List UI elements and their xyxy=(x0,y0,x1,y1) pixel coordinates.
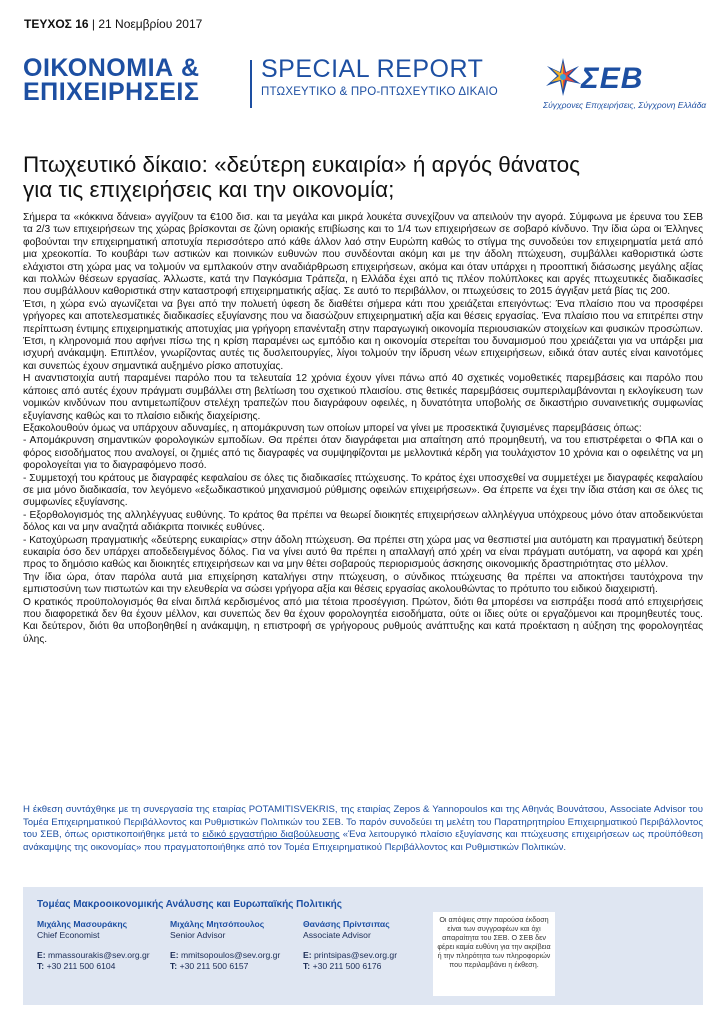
email-label: E: xyxy=(37,950,46,960)
article-title xyxy=(23,152,703,202)
logo-tagline: Σύγχρονες Επιχειρήσεις, Σύγχρονη Ελλάδα xyxy=(543,100,707,110)
paragraph: Έτσι, η χώρα ενώ αγωνίζεται να βγει από την πολυετή ύφεση δε διαθέτει σήμερα κάτι που χρειάζεται επειγόντως: Ένα πλαίσιο που να προσφέρει γρήγορες και αποτελεσματικές διαδικασίες εξυγίανσης που να διασώζουν επιχειρηματική αξία και θέσεις εργασίας. Ένα πλαίσιο που να επιτρέπει στην περίπτωση έντιμης επιχειρηματικής αποτυχίας μια γρήγορη επανένταξη στην παραγωγική οικονομία περιουσιακών στοιχείων και φυσικών προσώπων. Έτσι, η κληρονομιά που αφήνει πίσω της η κρίση παραμένει ως εμπόδιο και η οικονομία στερείται του δυναμισμού που χρειάζεται για να υπάρξει μια ισχυρή ανάκαμψη. Επιπλέον, γνωρίζοντας αυτές τις δυσλειτουργίες, λίγοι τολμούν την ίδρυση νέων επιχειρήσεων, ειδικά όταν αυτές είναι καινοτόμες και συνεπώς έχουν σημαντικά αυξημένο ρίσκο αποτυχίας. xyxy=(23,298,703,372)
issue-label: ΤΕΥΧΟΣ 16 xyxy=(24,17,89,31)
issue-line xyxy=(24,17,202,31)
contact-name: Θανάσης Πρίντσιπας xyxy=(303,919,390,929)
contact-role: Chief Economist xyxy=(37,930,100,940)
special-report-subtitle: ΠΤΩΧΕΥΤΙΚΟ & ΠΡΟ-ΠΤΩΧΕΥΤΙΚΟ ΔΙΚΑΙΟ xyxy=(261,86,498,98)
contact-email[interactable]: mmassourakis@sev.org.gr xyxy=(47,950,150,960)
list-item: - Συμμετοχή του κράτους με διαγραφές κεφαλαίου σε όλες τις διαδικασίες πτώχευσης. Το κράτος έχει υποσχεθεί να συμμετέχει με διαγραφές κεφαλαίου σε μια μόνο διαδικασία, τον λεγόμενο «εξωδικαστικού μηχανισμού ρύθμισης οφειλών επιχειρήσεων». Θα έπρεπε να έχει την ίδια στάση και σε όλες τις συμφωνίες εξυγίανσης. xyxy=(23,472,703,509)
contact-card xyxy=(170,919,280,972)
special-report-title: SPECIAL REPORT xyxy=(261,55,484,83)
logo-text: ΣΕΒ xyxy=(581,62,644,95)
paragraph: Την ίδια ώρα, όταν παρόλα αυτά μια επιχείρηση καταλήγει στην πτώχευση, ο σύνδικος πτώχευσης θα πρέπει να αποκτήσει ταυτόχρονα την εμπιστοσύνη των πιστωτών και την ελευθερία να σώσει γρήγορα αξία και θέσεις εργασίας ακολουθώντας το πρότυπο του ειδικού διαχειριστή. xyxy=(23,571,703,596)
star-burst-icon xyxy=(543,56,583,98)
article-title-line-2: για τις επιχειρήσεις και την οικονομία; xyxy=(23,177,395,202)
article-title-line-1: Πτωχευτικό δίκαιο: «δεύτερη ευκαιρία» ή αργός θάνατος xyxy=(23,152,580,177)
issue-date: | 21 Νοεμβρίου 2017 xyxy=(91,17,203,31)
note-text-2: «Ένα λειτουργικό πλαίσιο εξυγίανσης και πτώχευσης επιχειρήσεων ως προϋπόθεση ανάκαμψης της οικονομίας» που πραγματοποιήθηκε από τον Τομέα Επιχειρηματικού Περιβάλλοντος και Ρυθμιστικών Πολιτικών. xyxy=(23,829,704,853)
footer-contacts xyxy=(23,887,703,1005)
phone-label: T: xyxy=(303,961,311,971)
note-text-1: Η έκθεση συντάχθηκε με τη συνεργασία της εταιρίας POTAMITISVEKRIS, της εταιρίας Zepos & Yannopoulos και της Αθηνάς Βουνάτσου, Associate Advisor του Τομέα Επιχειρηματικού Περιβάλλοντος και Ρυθμιστικών Πολιτικών του ΣΕΒ. Το παρόν συνοδεύει τη μελέτη του Παρατηρητηρίου Επιχειρηματικού Περιβάλλοντος του ΣΕΒ, όπως οριστικοποιήθηκε μετά το xyxy=(23,804,703,841)
masthead-divider xyxy=(250,60,252,108)
article-body xyxy=(23,212,703,646)
paragraph: Ο κρατικός προϋπολογισμός θα είναι διπλά κερδισμένος από μια τέτοια προσέγγιση. Πρώτον, διότι θα μπορέσει να εισπράξει ποσά από επιχειρήσεις που διαφορετικά δεν θα έχουν μέλλον, και συνεπώς δεν θα έχουν φορολογητέα εισοδήματα, ούτε οι ίδιες ούτε οι εργαζόμενοι και προμηθευτές τους. Και δεύτερον, διότι θα υποβοηθηθεί η ανάκαμψη, η επιστροφή σε γρήγορους ρυθμούς ανάπτυξης και κατά προέκταση η αύξηση της φορολογητέας ύλης. xyxy=(23,596,703,645)
sev-logo xyxy=(543,56,707,116)
contact-card xyxy=(37,919,150,972)
contact-phone: +30 211 500 6176 xyxy=(312,961,382,971)
paragraph: Η αναντιστοιχία αυτή παραμένει παρόλο που τα τελευταία 12 χρόνια έχουν γίνει πάνω από 40 σχετικές νομοθετικές παρεμβάσεις και παρόλο που κάποιες από αυτές έχουν πράγματι συμβάλλει στη βελτίωση του σχετικού πλαισίου. στις θετικές παρεμβάσεις συμπεριλαμβάνονται η εκλογίκευση των νομικών κινδύνων που αντιμετωπίζουν στελέχη τραπεζών που διαγράφουν οφειλές, η δυνατότητα υποβολής σε δικαστήριο συναινετικής συμφωνίας εξυγίανσης καθώς και το πλαίσιο ειδικής διαχείρισης. xyxy=(23,373,703,422)
special-report-block xyxy=(261,56,498,98)
report-note xyxy=(23,804,703,854)
contact-name: Μιχάλης Μητσόπουλος xyxy=(170,919,265,929)
list-item: - Εξορθολογισμός της αλληλέγγυας ευθύνης. Το κράτος θα πρέπει να θεωρεί διοικητές επιχειρήσεων αλληλέγγυα υπόχρεους μόνο όταν αποδεικνύεται δόλος και να μην αναζητά αδιάκριτα ποινικές ευθύνες. xyxy=(23,509,703,534)
brand-line-2: ΕΠΙΧΕΙΡΗΣΕΙΣ xyxy=(23,78,200,106)
contact-role: Associate Advisor xyxy=(303,930,371,940)
contact-phone: +30 211 500 6157 xyxy=(179,961,249,971)
paragraph: Σήμερα τα «κόκκινα δάνεια» αγγίζουν τα €100 δισ. και τα μεγάλα και μικρά λουκέτα συνεχίζουν να απειλούν την αγορά. Σύμφωνα με έρευνα του ΣΕΒ τα 2/3 των επιχειρήσεων της χώρας βρίσκονται σε ζώνη οριακής επιβίωσης και το 1/4 των επιχειρήσεων σε σοβαρό κίνδυνο. Την ίδια ώρα οι Έλληνες φοβούνται την επιχειρηματική αποτυχία περισσότερο από κάθε άλλον λαό στην Ευρώπη καθώς το στίγμα της συνοδεύει τον επιχειρηματία μετά από μια χρεοκοπία. Το κουβάρι των αστικών και ποινικών ευθυνών που συνδέονται ακόμη και με την άδολη πτώχευση, συμβάλλει καθοριστικά ώστε ελάχιστοι στη χώρα μας να τολμούν να εμπλακούν στην αναδιάρθρωση επιχειρήσεων, ακόμα και όταν υπάρχει η προοπτική διάσωσης μεγάλης αξίας και πολλών θέσεων εργασίας. Άλλωστε, κατά την Παγκόσμια Τράπεζα, η Ελλάδα έχει από τις πλέον πολύπλοκες και αργές πτωχευτικές διαδικασίες που συμβάλλουν καθοριστικά στην καταστροφή επιχειρηματικής αξίας. Σε αυτό το περιβάλλον, οι πτωχεύσεις το 2015 άγγιξαν μετά βίας τις 200. xyxy=(23,212,703,298)
contact-email[interactable]: mmitsopoulos@sev.org.gr xyxy=(180,950,281,960)
list-item: - Απομάκρυνση σημαντικών φορολογικών εμποδίων. Θα πρέπει όταν διαγράφεται μια απαίτηση από προμηθευτή, να του επιστρέφεται ο ΦΠΑ και ο φόρος εισοδήματος που αναλογεί, οι ζημιές από τις διαγραφές να συμψηφίζονται με μελλοντικά κέρδη για τουλάχιστον 10 χρόνια και ο οφειλέτης να μη φορολογείται για το διαγραφόμενο ποσό. xyxy=(23,435,703,472)
paragraph: Εξακολουθούν όμως να υπάρχουν αδυναμίες, η απομάκρυνση των οποίων μπορεί να γίνει με προσεκτικά ζυγισμένες παρεμβάσεις όπως: xyxy=(23,422,642,434)
brand-title xyxy=(23,56,200,104)
footer-heading: Τομέας Μακροοικονομικής Ανάλυσης και Ευρωπαϊκής Πολιτικής xyxy=(37,899,342,910)
contact-name: Μιχάλης Μασουράκης xyxy=(37,919,128,929)
email-label: E: xyxy=(170,950,179,960)
list-item: - Κατοχύρωση πραγματικής «δεύτερης ευκαιρίας» στην άδολη πτώχευση. Θα πρέπει στη χώρα μας να θεσπιστεί μια αυτόματη και πραγματική δεύτερη ευκαιρία όσο δεν υπάρχει αποδεδειγμένος δόλος. Για να γίνει αυτό θα πρέπει η απαλλαγή από χρέη να είναι πράγματι αυτόματη, να αφορά και χρέη προς το δημόσιο καθώς και διοικητές επιχειρήσεων και να μην θέτει σοβαρούς περιορισμούς άσκησης οικονομικής δραστηριότητας στο μέλλον. xyxy=(23,534,703,571)
brand-line-1: ΟΙΚΟΝΟΜΙΑ & xyxy=(23,54,200,82)
contact-email[interactable]: printsipas@sev.org.gr xyxy=(313,950,398,960)
contact-role: Senior Advisor xyxy=(170,930,226,940)
email-label: E: xyxy=(303,950,312,960)
consultation-link[interactable]: ειδικό εργαστήριο διαβούλευσης xyxy=(202,829,340,841)
phone-label: T: xyxy=(37,961,45,971)
masthead xyxy=(23,54,707,116)
contact-card xyxy=(303,919,397,972)
contact-phone: +30 211 500 6104 xyxy=(46,961,116,971)
phone-label: T: xyxy=(170,961,178,971)
proposals-list xyxy=(23,435,703,571)
disclaimer-box: Οι απόψεις στην παρούσα έκδοση είναι των συγγραφέων και όχι απαραίτητα του ΣΕΒ. Ο ΣΕΒ δεν φέρει καμία ευθύνη για την ακρίβεια ή την πληρότητα των πληροφοριών που περιλαμβάνει η έκθεση. xyxy=(433,912,555,996)
